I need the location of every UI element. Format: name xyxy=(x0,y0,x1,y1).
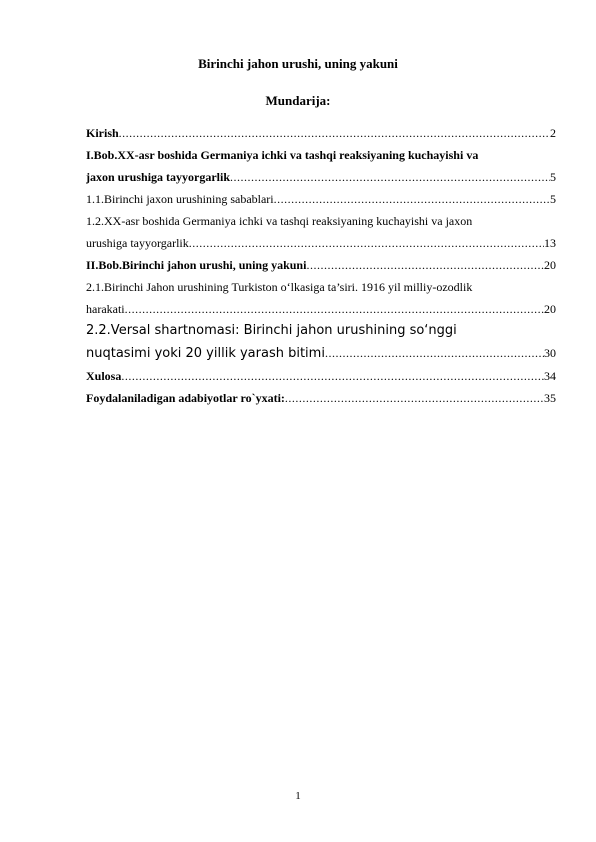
toc-entry-title: nuqtasimi yoki 20 yillik yarash bitimi xyxy=(86,346,325,361)
toc-entry-section-2-1[interactable] xyxy=(86,276,556,320)
toc-entry-title-line: 2.2.Versal shartnomasi: Birinchi jahon urushining so‘nggi xyxy=(86,323,457,338)
toc-entry-title: II.Bob.Birinchi jahon urushi, uning yakuni xyxy=(86,258,307,272)
toc-entry-chapter-1[interactable] xyxy=(86,144,556,188)
toc-entry-chapter-2[interactable] xyxy=(86,254,556,276)
toc-page-number: 35 xyxy=(544,391,556,405)
toc-page-number: 5 xyxy=(550,170,556,184)
dot-leader xyxy=(189,232,544,254)
dot-leader xyxy=(274,188,550,210)
toc-entry-line xyxy=(86,387,556,409)
toc-entry-line xyxy=(86,166,556,188)
toc-entry-line xyxy=(86,188,556,210)
toc-entry-title-line: 2.1.Birinchi Jahon urushining Turkiston o‘lkasiga ta’siri. 1916 yil milliy-ozodlik xyxy=(86,280,473,294)
toc-entry-references[interactable] xyxy=(86,387,556,409)
toc-page-number: 5 xyxy=(550,192,556,206)
toc-entry-conclusion[interactable] xyxy=(86,365,556,387)
toc-entry-line xyxy=(86,298,556,320)
toc-entry-section-1-1[interactable] xyxy=(86,188,556,210)
toc-entry-section-1-2[interactable] xyxy=(86,210,556,254)
toc-page-number: 2 xyxy=(550,126,556,140)
toc-entry-title-line: I.Bob.XX-asr boshida Germaniya ichki va tashqi reaksiyaning kuchayishi va xyxy=(86,148,479,162)
toc-entry-section-2-2[interactable] xyxy=(86,320,556,365)
toc-entry-title: Xulosa xyxy=(86,369,122,383)
toc-entry-title: 1.1.Birinchi jaxon urushining sabablari xyxy=(86,192,274,206)
toc-page-number: 30 xyxy=(544,346,556,360)
dot-leader xyxy=(121,365,544,387)
toc-heading: Mundarija: xyxy=(265,93,331,108)
toc-entry-introduction[interactable] xyxy=(86,122,556,144)
toc-page-number: 20 xyxy=(544,302,556,316)
toc-entry-title: Kirish xyxy=(86,126,119,140)
toc-entry-line xyxy=(86,254,556,276)
toc-entry-line xyxy=(86,365,556,387)
toc-entry-title: Foydalaniladigan adabiyotlar ro`yxati: xyxy=(86,391,285,405)
toc-entry-line xyxy=(86,342,556,365)
toc-page-number: 20 xyxy=(544,258,556,272)
dot-leader xyxy=(306,254,544,276)
document-title: Birinchi jahon urushi, uning yakuni xyxy=(198,56,398,71)
toc-page-number: 13 xyxy=(544,236,556,250)
dot-leader xyxy=(325,342,544,364)
dot-leader xyxy=(230,166,550,188)
table-of-contents xyxy=(86,122,556,409)
toc-entry-title: urushiga tayyorgarlik xyxy=(86,236,189,250)
toc-entry-line xyxy=(86,232,556,254)
dot-leader xyxy=(119,122,550,144)
toc-page-number: 34 xyxy=(544,369,556,383)
dot-leader xyxy=(285,387,544,409)
toc-entry-title: harakati xyxy=(86,302,125,316)
toc-entry-title-line: 1.2.XX-asr boshida Germaniya ichki va tashqi reaksiyaning kuchayishi va jaxon xyxy=(86,214,473,228)
toc-entry-title: jaxon urushiga tayyorgarlik xyxy=(86,170,231,184)
page-number: 1 xyxy=(295,790,301,802)
toc-entry-line xyxy=(86,122,556,144)
dot-leader xyxy=(125,298,544,320)
